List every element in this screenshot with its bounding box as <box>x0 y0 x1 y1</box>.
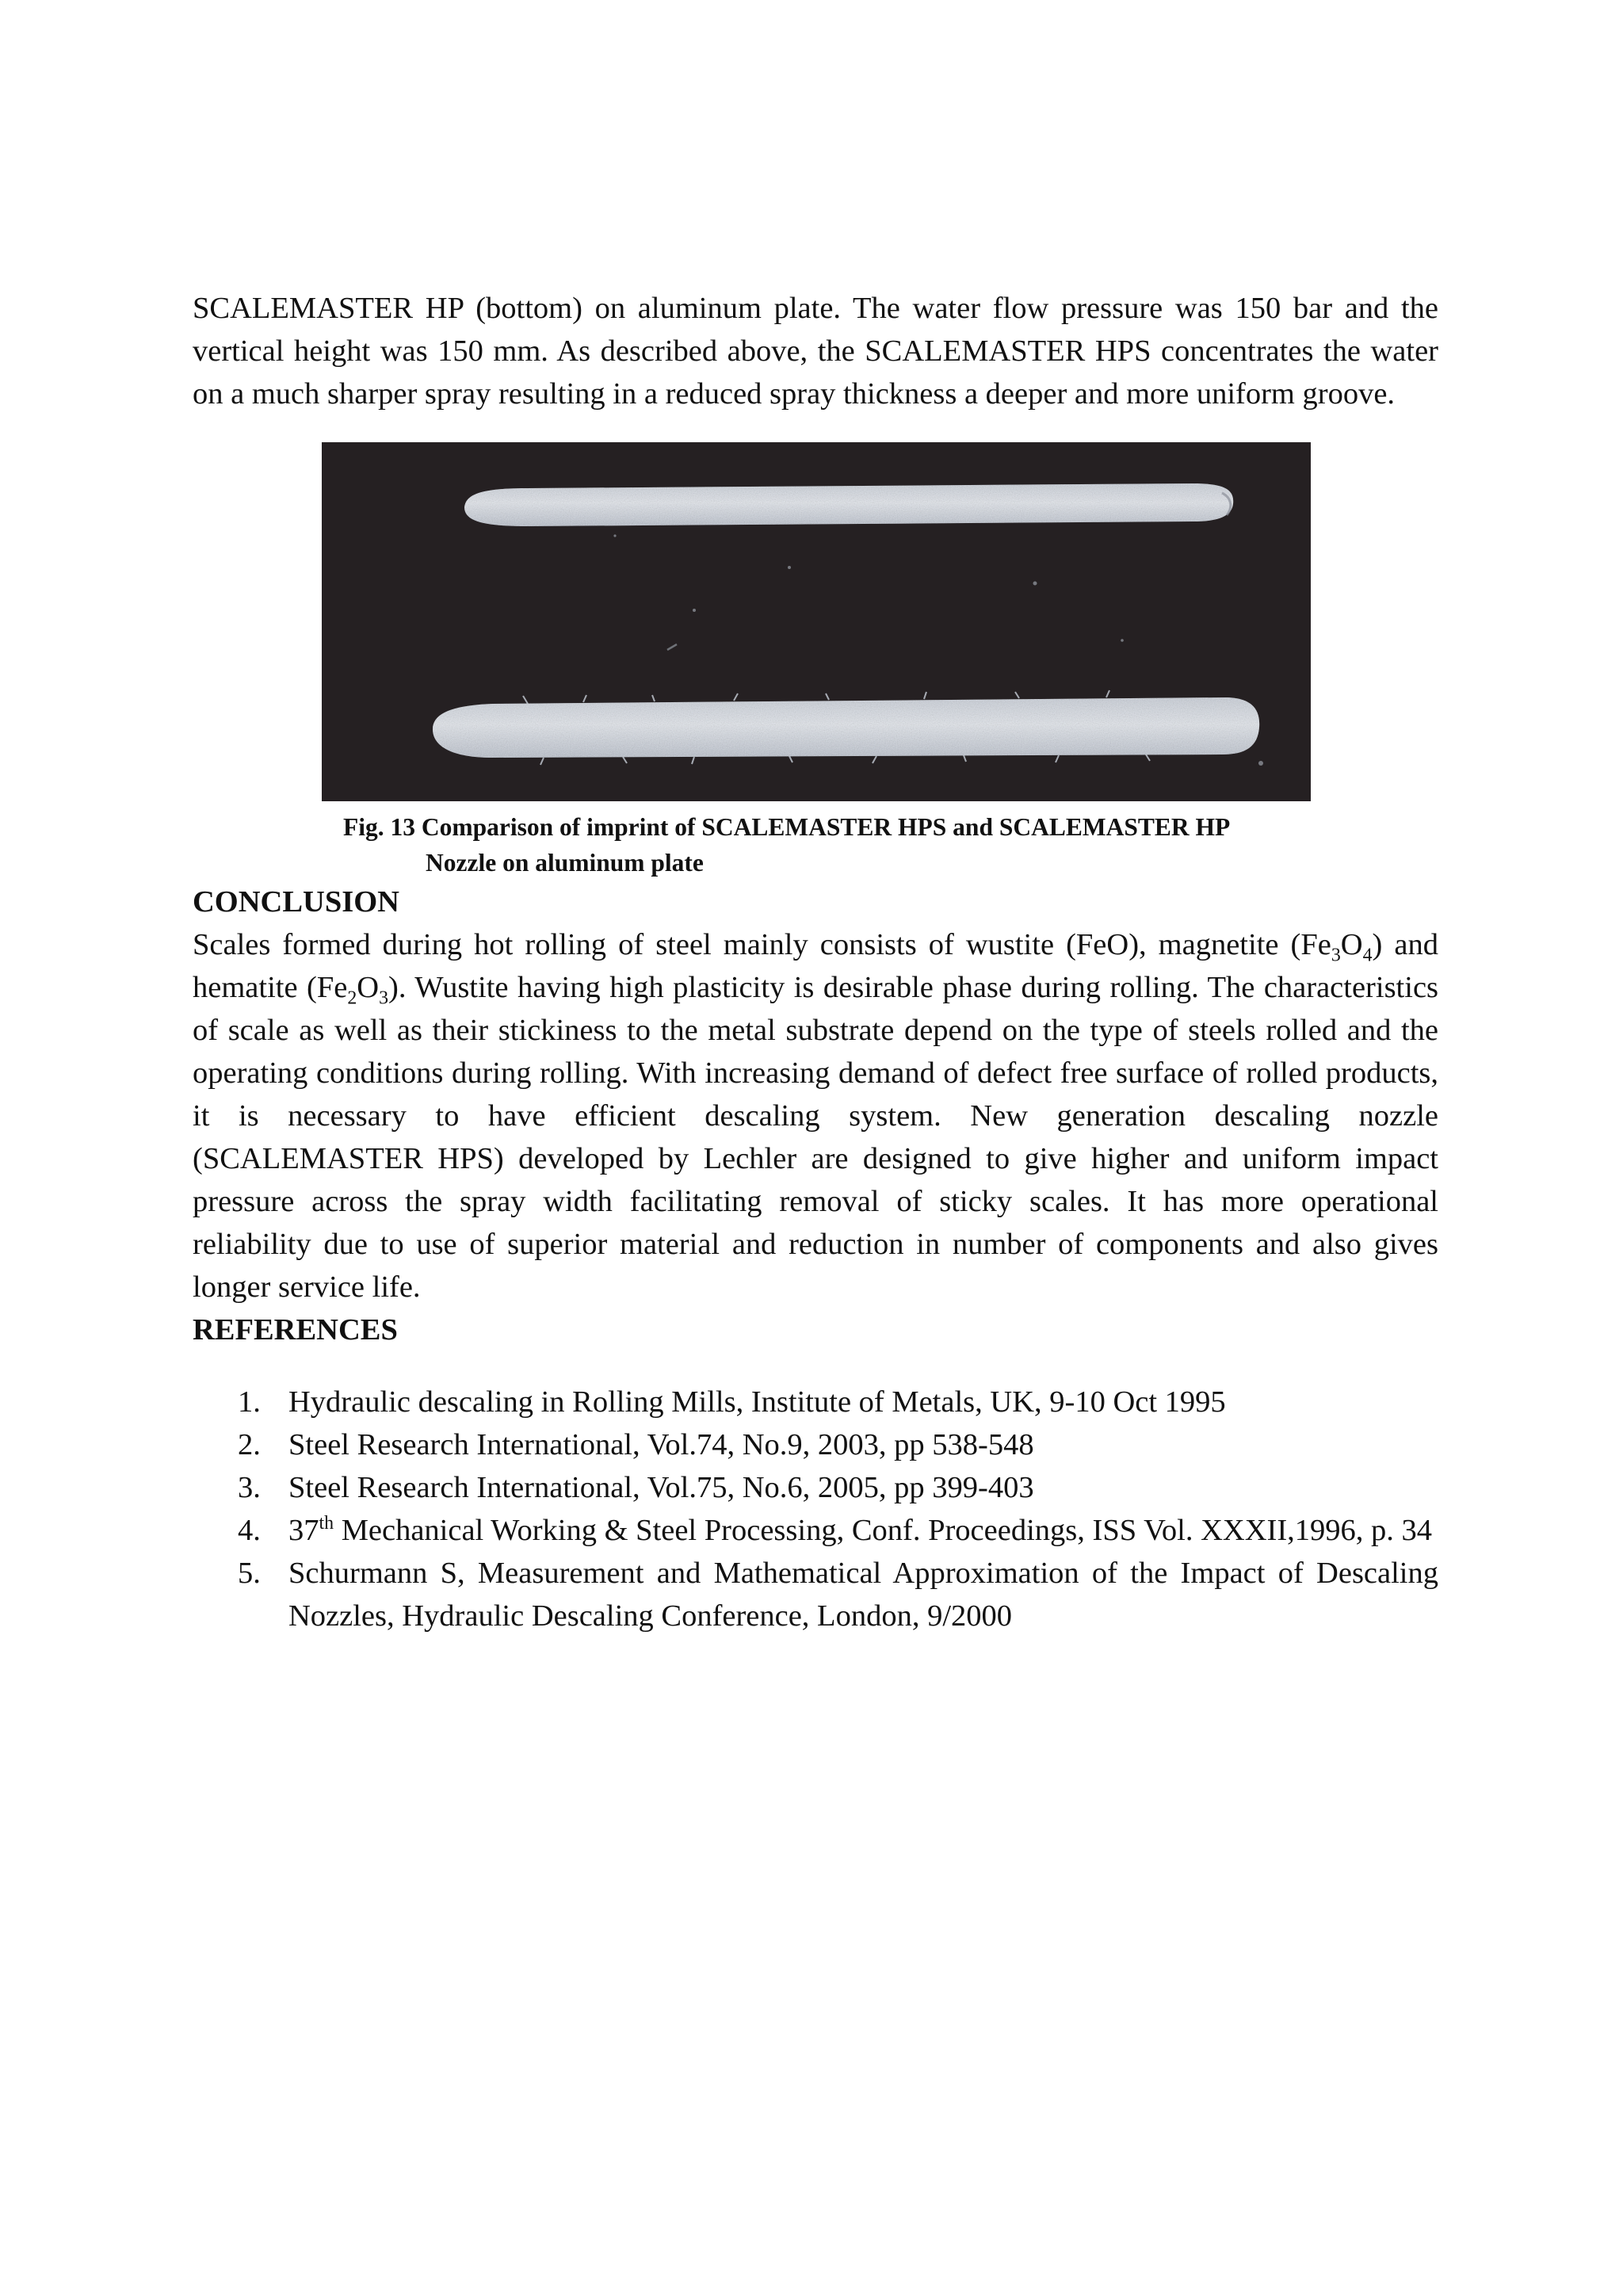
references-heading: REFERENCES <box>193 1313 398 1347</box>
conclusion-heading: CONCLUSION <box>193 885 399 919</box>
reference-text: Steel Research International, Vol.74, No.9, 2003, pp 538-548 <box>288 1428 1034 1461</box>
figure-13 <box>193 442 1438 881</box>
reference-text: Hydraulic descaling in Rolling Mills, Institute of Metals, UK, 9-10 Oct 1995 <box>288 1385 1226 1419</box>
reference-number: 2. <box>238 1428 261 1461</box>
conclusion-text-2: O <box>1340 928 1363 961</box>
reference-text: Mechanical Working & Steel Processing, Conf. Proceedings, ISS Vol. XXXII,1996, p. 34 <box>334 1514 1433 1547</box>
reference-item-5 <box>193 1552 1438 1637</box>
conclusion-text-5: ). Wustite having high plasticity is desirable phase during rolling. The characteristics of scale as well as their stickiness to the metal substrate depend on the type of steels rolled and the operating conditions during rolling. With increasing demand of defect free surface of rolled products, it is necessary to have efficient descaling system. New generation descaling nozzle (SCALEMASTER HPS) developed by Lechler are designed to give higher and uniform impact pressure across the spray width facilitating removal of sticky scales. It has more operational reliability due to use of superior material and reduction in number of components and also gives longer service life. <box>193 971 1439 1304</box>
reference-number: 1. <box>238 1385 261 1419</box>
conclusion-text-4: O <box>357 971 380 1004</box>
reference-number: 5. <box>238 1557 261 1590</box>
reference-item-4 <box>193 1509 1438 1552</box>
imprint-photo-svg <box>322 442 1311 801</box>
conclusion-text-3: ) and hematite (Fe <box>193 928 1438 1004</box>
reference-text: Schurmann S, Measurement and Mathematical Approximation of the Impact of Descaling Nozzles, Hydraulic Descaling Conference, London, 9/2000 <box>288 1557 1438 1633</box>
caption-line-2: Nozzle on aluminum plate <box>426 849 704 877</box>
figure-13-photo <box>322 442 1311 801</box>
intro-paragraph: SCALEMASTER HP (bottom) on aluminum plate. The water flow pressure was 150 bar and the vertical height was 150 mm. As described above, the SCALEMASTER HPS concentrates the water on a much sharper spray resulting in a reduced spray thickness a deeper and more uniform groove. <box>193 292 1438 411</box>
subscript-4: 4 <box>1362 945 1373 966</box>
references-list <box>193 1381 1438 1637</box>
imprint-bottom-hp <box>433 697 1259 758</box>
caption-line-1: Fig. 13 Comparison of imprint of SCALEMASTER HPS and SCALEMASTER HP <box>343 813 1231 841</box>
conclusion-text-1: Scales formed during hot rolling of steel mainly consists of wustite (FeO), magnetite (Fe <box>193 928 1331 961</box>
subscript-3: 3 <box>1331 945 1341 966</box>
subscript-3b: 3 <box>379 988 389 1009</box>
reference-item-1 <box>193 1381 1438 1423</box>
reference-number: 3. <box>238 1471 261 1504</box>
reference-text: Steel Research International, Vol.75, No.6, 2005, pp 399-403 <box>288 1471 1034 1504</box>
reference-item-3 <box>193 1466 1438 1509</box>
subscript-2: 2 <box>347 988 357 1009</box>
conclusion-paragraph <box>193 923 1438 1308</box>
figure-13-caption <box>193 809 1438 881</box>
reference-item-2 <box>193 1423 1438 1466</box>
imprint-top-hps <box>464 483 1233 526</box>
page-content <box>193 287 1438 1637</box>
reference-number: 4. <box>238 1514 261 1547</box>
reference-text-pre: 37 <box>288 1514 319 1547</box>
reference-superscript: th <box>319 1513 334 1534</box>
